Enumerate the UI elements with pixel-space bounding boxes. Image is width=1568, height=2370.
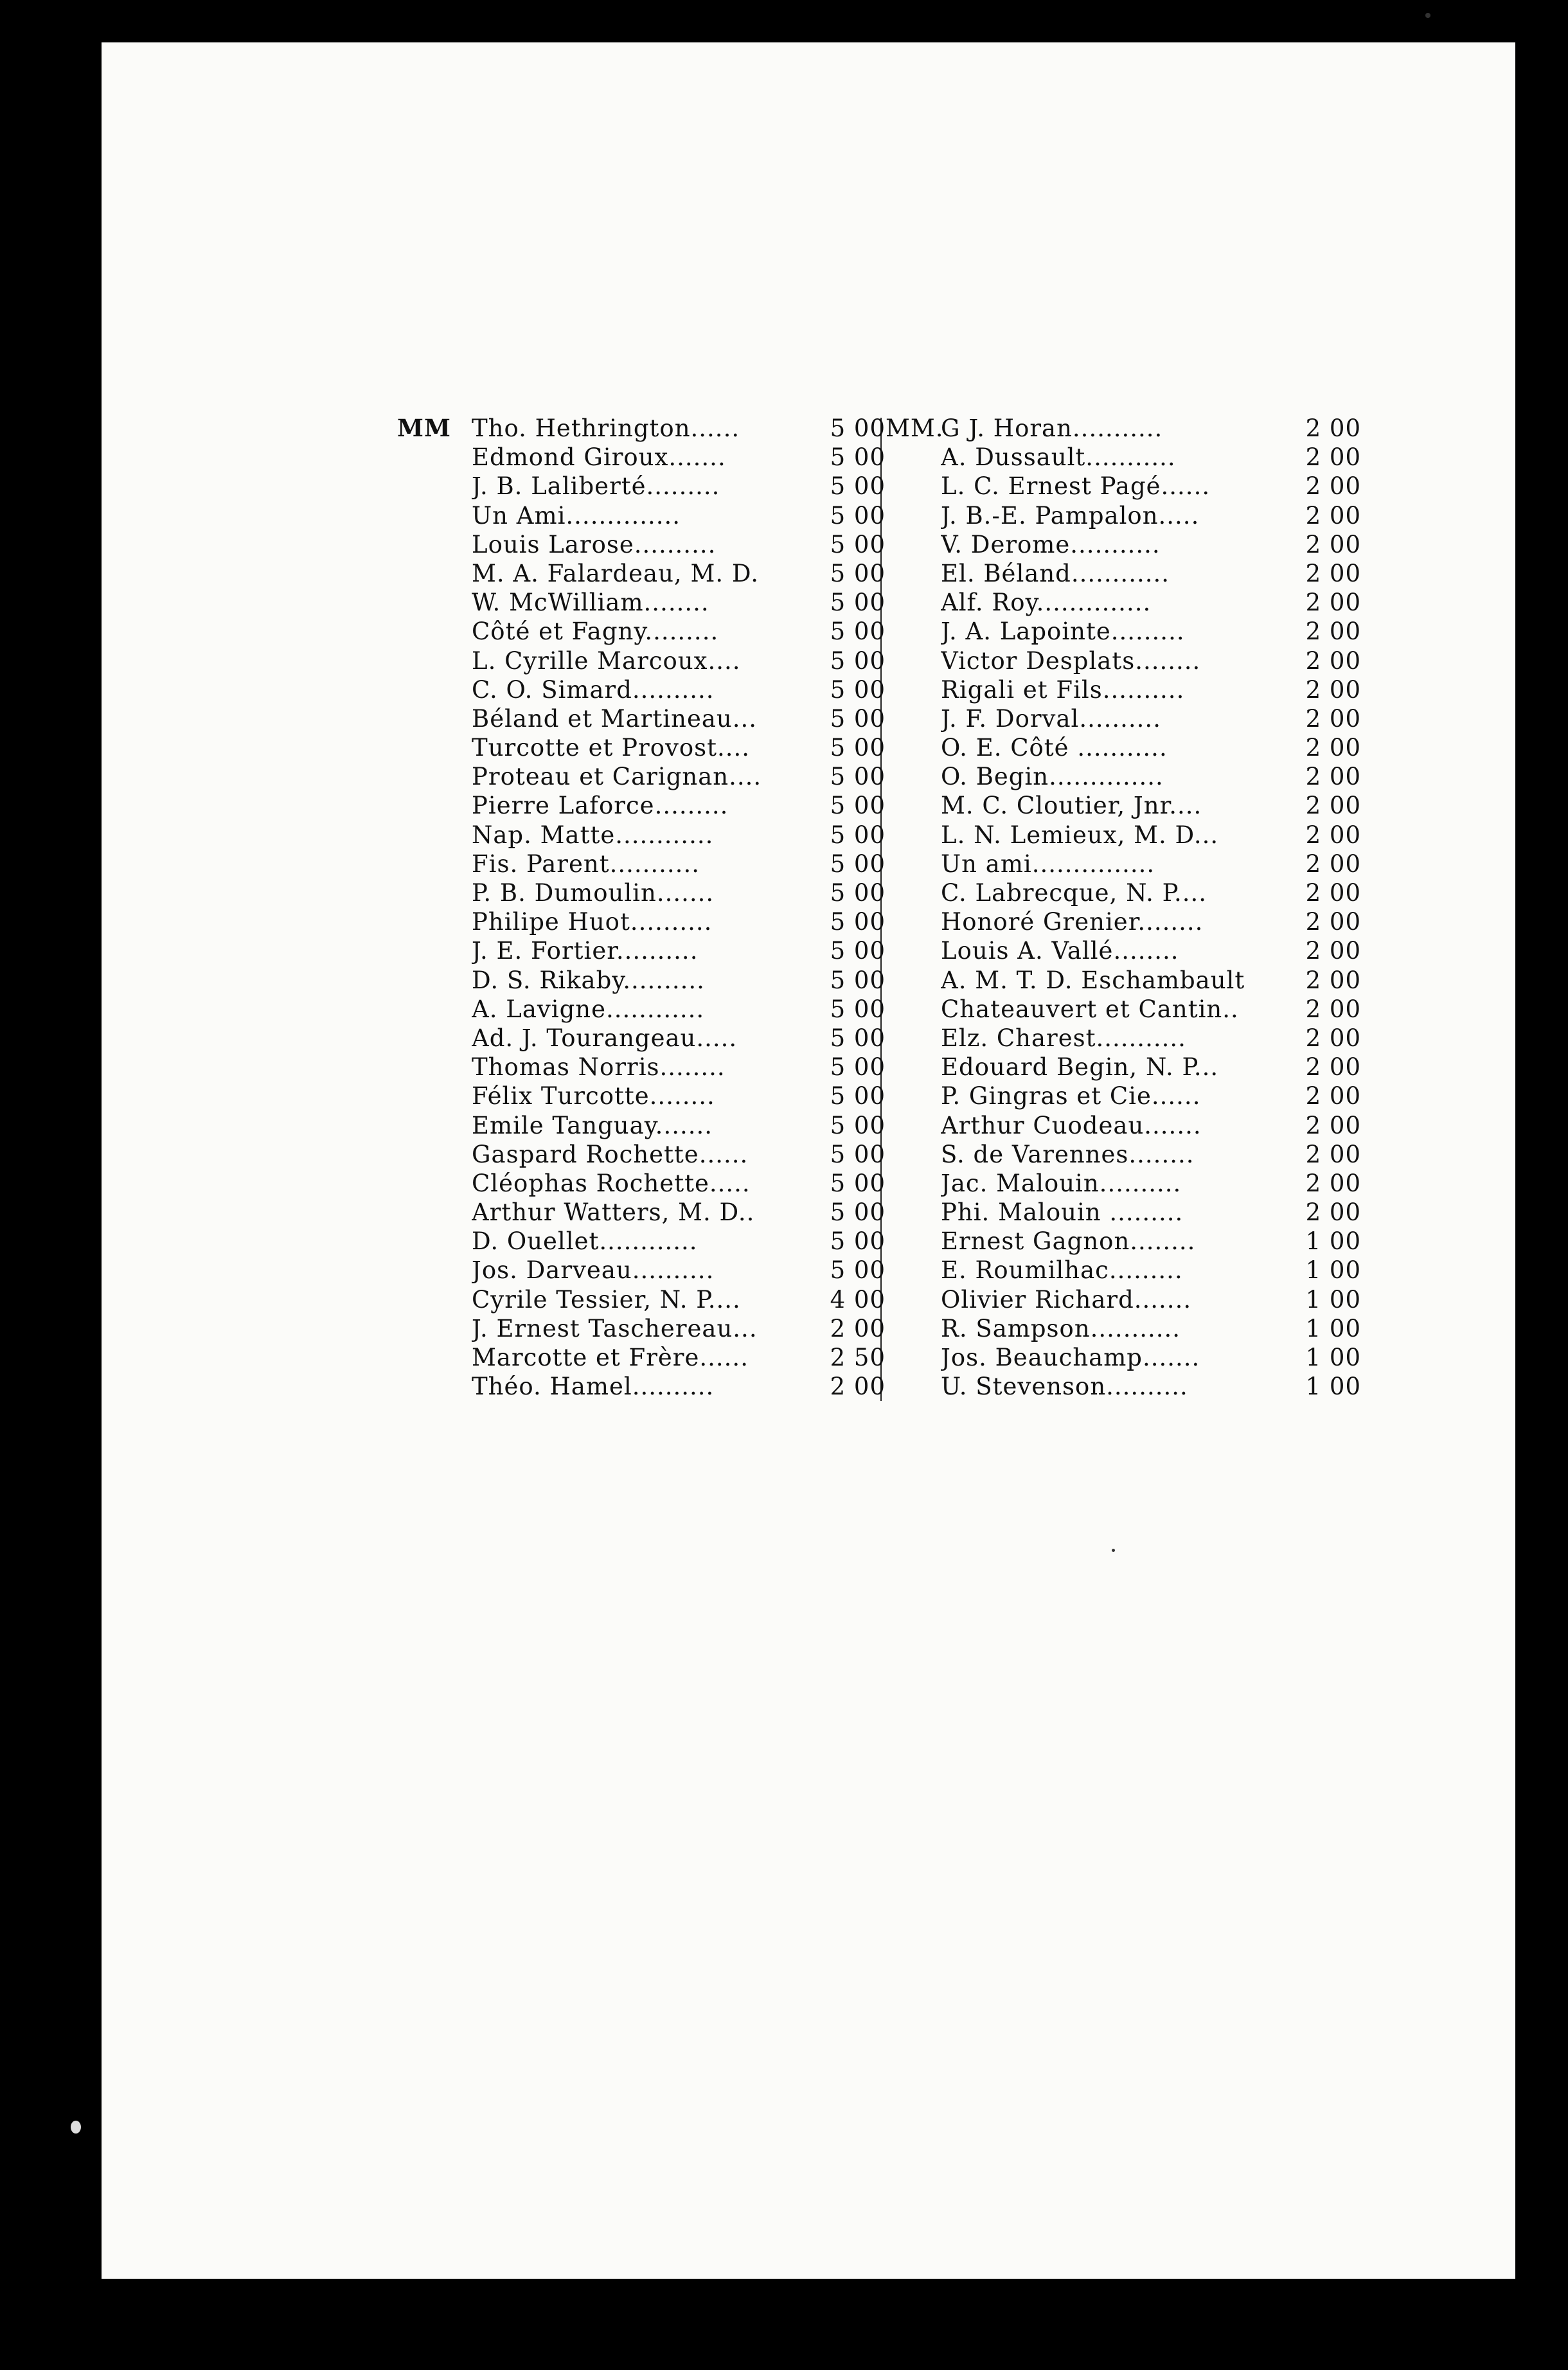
left-subscriber-name: D. S. Rikaby.......... [472, 966, 705, 994]
left-subscriber-name: Turcotte et Provost.... [472, 734, 751, 762]
right-amount: 2 00 [1305, 530, 1361, 558]
list-row [397, 936, 1361, 965]
left-subscriber-name: Théo. Hamel.......... [472, 1373, 715, 1401]
left-amount: 5 00 [830, 908, 886, 936]
list-row [397, 704, 1361, 733]
left-subscriber-name: Cyrile Tessier, N. P.... [472, 1285, 741, 1314]
left-subscriber-name: J. Ernest Taschereau... [472, 1314, 758, 1342]
right-amount: 1 00 [1305, 1344, 1361, 1371]
right-amount: 2 00 [1305, 908, 1361, 936]
right-subscriber-name: Victor Desplats........ [941, 646, 1201, 675]
list-row [397, 762, 1361, 791]
left-subscriber-name: M. A. Falardeau, M. D. [472, 559, 759, 587]
right-subscriber-name: J. A. Lapointe......... [941, 618, 1185, 646]
right-amount: 2 00 [1305, 646, 1361, 675]
right-subscriber-name: E. Roumilhac......... [941, 1256, 1183, 1285]
list-row [397, 1169, 1361, 1198]
right-subscriber-name: V. Derome........... [941, 530, 1161, 558]
right-amount: 2 00 [1305, 995, 1361, 1023]
right-amount: 2 00 [1305, 821, 1361, 849]
right-subscriber-name: R. Sampson........... [941, 1314, 1181, 1342]
left-amount: 5 00 [830, 414, 886, 442]
left-subscriber-name: J. E. Fortier.......... [472, 937, 699, 965]
subscriber-list [397, 414, 1361, 1401]
list-row [397, 1343, 1361, 1372]
right-subscriber-name: C. Labrecque, N. P.... [941, 879, 1207, 907]
left-subscriber-name: Proteau et Carignan.... [472, 763, 762, 791]
left-amount: 4 00 [830, 1285, 886, 1314]
list-row [397, 878, 1361, 907]
right-subscriber-name: Rigali et Fils.......... [941, 675, 1185, 704]
left-subscriber-name: Philipe Huot.......... [472, 908, 713, 936]
list-row [397, 966, 1361, 995]
left-subscriber-name: D. Ouellet............ [472, 1227, 698, 1256]
left-subscriber-name: Louis Larose.......... [472, 530, 717, 558]
right-amount: 2 00 [1305, 675, 1361, 704]
left-amount: 5 00 [830, 1053, 886, 1082]
left-amount: 5 00 [830, 559, 886, 587]
right-subscriber-name: O. Begin.............. [941, 763, 1164, 791]
left-amount: 5 00 [830, 1111, 886, 1139]
left-amount: 5 00 [830, 1024, 886, 1052]
right-amount: 2 00 [1305, 1169, 1361, 1197]
left-amount: 5 00 [830, 1082, 886, 1110]
right-amount: 2 00 [1305, 879, 1361, 907]
right-amount: 2 00 [1305, 559, 1361, 587]
list-row [397, 733, 1361, 762]
list-row [397, 1372, 1361, 1401]
list-row [397, 501, 1361, 530]
left-amount: 5 00 [830, 792, 886, 820]
right-subscriber-name: G J. Horan........... [941, 414, 1163, 442]
right-amount: 1 00 [1305, 1227, 1361, 1256]
left-subscriber-name: Félix Turcotte........ [472, 1082, 715, 1110]
scan-speck [1112, 1549, 1115, 1552]
list-row [397, 1256, 1361, 1285]
left-subscriber-name: Pierre Laforce......... [472, 792, 729, 820]
right-subscriber-name: A. M. T. D. Eschambault [941, 966, 1245, 994]
right-amount: 1 00 [1305, 1314, 1361, 1342]
left-subscriber-name: Gaspard Rochette...... [472, 1140, 749, 1168]
left-subscriber-name: Un Ami.............. [472, 501, 681, 530]
right-subscriber-name: Olivier Richard....... [941, 1285, 1192, 1314]
left-amount: 5 00 [830, 1256, 886, 1285]
left-subscriber-name: Cléophas Rochette..... [472, 1169, 751, 1197]
right-subscriber-name: Louis A. Vallé........ [941, 937, 1179, 965]
right-subscriber-name: J. F. Dorval.......... [941, 704, 1161, 733]
left-amount: 5 00 [830, 734, 886, 762]
list-row [397, 1227, 1361, 1256]
left-subscriber-name: Marcotte et Frère...... [472, 1344, 749, 1371]
left-amount: 5 00 [830, 879, 886, 907]
left-subscriber-name: J. B. Laliberté......... [472, 472, 720, 501]
right-subscriber-name: Chateauvert et Cantin.. [941, 995, 1239, 1023]
list-row [397, 443, 1361, 472]
right-subscriber-name: Jos. Beauchamp....... [941, 1344, 1200, 1371]
left-amount: 5 00 [830, 472, 886, 501]
scan-speck [71, 2121, 81, 2134]
right-amount: 1 00 [1305, 1256, 1361, 1285]
left-subscriber-name: P. B. Dumoulin....... [472, 879, 715, 907]
right-subscriber-name: U. Stevenson.......... [941, 1373, 1188, 1401]
left-subscriber-name: Jos. Darveau.......... [472, 1256, 715, 1285]
right-amount: 2 00 [1305, 937, 1361, 965]
right-amount: 2 00 [1305, 1198, 1361, 1227]
right-subscriber-name: Edouard Begin, N. P... [941, 1053, 1219, 1082]
left-subscriber-name: Thomas Norris........ [472, 1053, 726, 1082]
left-amount: 5 00 [830, 589, 886, 617]
left-subscriber-name: Edmond Giroux....... [472, 443, 726, 472]
right-subscriber-name: Ernest Gagnon........ [941, 1227, 1196, 1256]
right-amount: 2 00 [1305, 472, 1361, 501]
right-subscriber-name: O. E. Côté ........... [941, 734, 1168, 762]
list-row [397, 588, 1361, 617]
left-amount: 5 00 [830, 704, 886, 733]
list-row [397, 1111, 1361, 1140]
list-row [397, 1285, 1361, 1314]
left-amount: 5 00 [830, 501, 886, 530]
right-subscriber-name: Honoré Grenier........ [941, 908, 1204, 936]
right-amount: 1 00 [1305, 1285, 1361, 1314]
right-subscriber-name: Jac. Malouin.......... [941, 1169, 1182, 1197]
right-subscriber-name: Elz. Charest........... [941, 1024, 1186, 1052]
right-prefix: MM. [886, 414, 944, 442]
right-amount: 2 00 [1305, 589, 1361, 617]
left-amount: 2 00 [830, 1373, 886, 1401]
left-amount: 5 00 [830, 443, 886, 472]
right-subscriber-name: Un ami............... [941, 850, 1155, 878]
right-amount: 2 00 [1305, 1111, 1361, 1139]
left-amount: 5 00 [830, 966, 886, 994]
right-amount: 2 00 [1305, 443, 1361, 472]
right-subscriber-name: A. Dussault........... [941, 443, 1176, 472]
left-amount: 5 00 [830, 821, 886, 849]
right-amount: 2 00 [1305, 850, 1361, 878]
right-amount: 1 00 [1305, 1373, 1361, 1401]
left-amount: 5 00 [830, 1227, 886, 1256]
left-amount: 5 00 [830, 1140, 886, 1168]
left-amount: 5 00 [830, 618, 886, 646]
list-row [397, 995, 1361, 1024]
right-amount: 2 00 [1305, 1024, 1361, 1052]
right-amount: 2 00 [1305, 966, 1361, 994]
list-row [397, 675, 1361, 704]
right-amount: 2 00 [1305, 1053, 1361, 1082]
left-subscriber-name: Ad. J. Tourangeau..... [472, 1024, 738, 1052]
left-amount: 5 00 [830, 675, 886, 704]
right-subscriber-name: Phi. Malouin ......... [941, 1198, 1184, 1227]
left-amount: 5 00 [830, 763, 886, 791]
left-subscriber-name: Tho. Hethrington...... [472, 414, 740, 442]
list-row [397, 1314, 1361, 1343]
left-subscriber-name: Nap. Matte............ [472, 821, 714, 849]
left-subscriber-name: Arthur Watters, M. D.. [472, 1198, 755, 1227]
left-amount: 5 00 [830, 1169, 886, 1197]
document-page [102, 42, 1515, 2279]
left-amount: 5 00 [830, 530, 886, 558]
right-amount: 2 00 [1305, 792, 1361, 820]
left-amount: 5 00 [830, 995, 886, 1023]
left-subscriber-name: L. Cyrille Marcoux.... [472, 646, 741, 675]
right-subscriber-name: Alf. Roy.............. [941, 589, 1152, 617]
list-row [397, 1053, 1361, 1082]
right-amount: 2 00 [1305, 763, 1361, 791]
list-row [397, 530, 1361, 559]
list-row [397, 850, 1361, 878]
right-subscriber-name: P. Gingras et Cie...... [941, 1082, 1201, 1110]
left-subscriber-name: Béland et Martineau... [472, 704, 758, 733]
list-row [397, 821, 1361, 850]
left-subscriber-name: W. McWilliam........ [472, 589, 709, 617]
right-subscriber-name: El. Béland............ [941, 559, 1170, 587]
right-amount: 2 00 [1305, 618, 1361, 646]
list-row [397, 1024, 1361, 1053]
list-row [397, 414, 1361, 443]
list-row [397, 1198, 1361, 1227]
right-subscriber-name: L. C. Ernest Pagé...... [941, 472, 1211, 501]
left-subscriber-name: A. Lavigne............ [472, 995, 705, 1023]
left-amount: 5 00 [830, 850, 886, 878]
left-amount: 5 00 [830, 1198, 886, 1227]
list-row [397, 646, 1361, 675]
left-subscriber-name: Côté et Fagny......... [472, 618, 719, 646]
right-subscriber-name: M. C. Cloutier, Jnr.... [941, 792, 1202, 820]
left-prefix: MM [397, 414, 451, 442]
right-amount: 2 00 [1305, 501, 1361, 530]
right-subscriber-name: Arthur Cuodeau....... [941, 1111, 1202, 1139]
right-amount: 2 00 [1305, 414, 1361, 442]
left-amount: 2 50 [830, 1344, 886, 1371]
list-row [397, 472, 1361, 501]
left-subscriber-name: Fis. Parent........... [472, 850, 700, 878]
scan-speck [1425, 13, 1430, 18]
right-subscriber-name: S. de Varennes........ [941, 1140, 1195, 1168]
right-subscriber-name: L. N. Lemieux, M. D... [941, 821, 1219, 849]
list-row [397, 907, 1361, 936]
right-amount: 2 00 [1305, 1140, 1361, 1168]
left-amount: 5 00 [830, 937, 886, 965]
list-row [397, 1140, 1361, 1169]
left-subscriber-name: C. O. Simard.......... [472, 675, 715, 704]
list-row [397, 559, 1361, 588]
left-subscriber-name: Emile Tanguay....... [472, 1111, 713, 1139]
list-row [397, 617, 1361, 646]
right-subscriber-name: J. B.-E. Pampalon..... [941, 501, 1200, 530]
right-amount: 2 00 [1305, 734, 1361, 762]
left-amount: 5 00 [830, 646, 886, 675]
list-row [397, 1082, 1361, 1110]
right-amount: 2 00 [1305, 704, 1361, 733]
right-amount: 2 00 [1305, 1082, 1361, 1110]
list-row [397, 791, 1361, 820]
left-amount: 2 00 [830, 1314, 886, 1342]
